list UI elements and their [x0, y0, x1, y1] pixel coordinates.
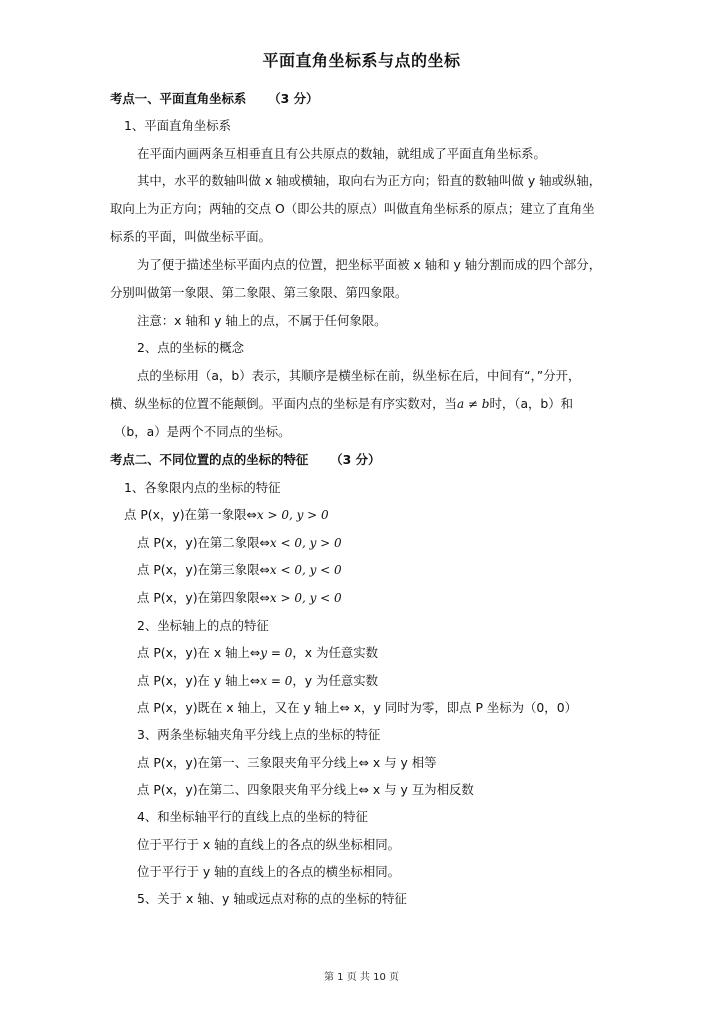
paragraph-line: 点 P(x，y)既在 x 轴上，又在 y 轴上⇔ x，y 同时为零，即点 P 坐标为（0，0）	[137, 700, 577, 715]
subheading: 1、各象限内点的坐标的特征	[124, 480, 281, 495]
formula-line: 点 P(x，y)在第一象限⇔x > 0, y > 0	[124, 507, 329, 522]
subheading: 3、两条坐标轴夹角平分线上点的坐标的特征	[137, 727, 381, 742]
subheading: 2、点的坐标的概念	[137, 340, 245, 355]
subheading: 5、关于 x 轴、y 轴或远点对称的点的坐标的特征	[137, 891, 407, 906]
paragraph-line: 取向上为正方向；两轴的交点 O（即公共的原点）叫做直角坐标系的原点；建立了直角坐	[110, 201, 595, 216]
subheading: 1、平面直角坐标系	[124, 118, 232, 133]
section-heading-1: 考点一、平面直角坐标系 （3 分）	[110, 91, 319, 106]
paragraph-line: 标系的平面，叫做坐标平面。	[110, 229, 272, 244]
formula-line: 点 P(x，y)在第三象限⇔x < 0, y < 0	[137, 562, 342, 577]
paragraph-line: 为了便于描述坐标平面内点的位置，把坐标平面被 x 轴和 y 轴分割而成的四个部分，	[137, 257, 602, 272]
paragraph-line: 点 P(x，y)在第一、三象限夹角平分线上⇔ x 与 y 相等	[137, 755, 437, 770]
paragraph-line: （b，a）是两个不同点的坐标。	[114, 424, 291, 439]
formula-line: 点 P(x，y)在第二象限⇔x < 0, y > 0	[137, 535, 342, 550]
paragraph-line: 位于平行于 x 轴的直线上的各点的纵坐标相同。	[137, 837, 401, 852]
paragraph-line: 点的坐标用（a，b）表示，其顺序是横坐标在前，纵坐标在后，中间有“，”分开，	[137, 368, 581, 383]
formula-line: 点 P(x，y)在 x 轴上⇔y = 0，x 为任意实数	[137, 645, 379, 660]
paragraph-line: 横、纵坐标的位置不能颠倒。平面内点的坐标是有序实数对，当a ≠ b时，（a，b）和	[110, 396, 574, 411]
paragraph-line: 其中，水平的数轴叫做 x 轴或横轴，取向右为正方向；铅直的数轴叫做 y 轴或纵轴，	[137, 173, 602, 188]
formula-line: 点 P(x，y)在 y 轴上⇔x = 0，y 为任意实数	[137, 673, 379, 688]
paragraph-line: 在平面内画两条互相垂直且有公共原点的数轴，就组成了平面直角坐标系。	[137, 146, 546, 161]
subheading: 2、坐标轴上的点的特征	[137, 618, 269, 633]
paragraph-line: 分别叫做第一象限、第二象限、第三象限、第四象限。	[110, 285, 408, 300]
note-line: 注意：x 轴和 y 轴上的点，不属于任何象限。	[137, 313, 387, 328]
paragraph-line: 位于平行于 y 轴的直线上的各点的横坐标相同。	[137, 864, 401, 879]
formula-line: 点 P(x，y)在第四象限⇔x > 0, y < 0	[137, 590, 342, 605]
section-heading-2: 考点二、不同位置的点的坐标的特征 （3 分）	[110, 452, 381, 467]
page-footer: 第 1 页 共 10 页	[324, 972, 399, 983]
page-title: 平面直角坐标系与点的坐标	[262, 51, 461, 70]
subheading: 4、和坐标轴平行的直线上点的坐标的特征	[137, 809, 368, 824]
paragraph-line: 点 P(x，y)在第二、四象限夹角平分线上⇔ x 与 y 互为相反数	[137, 782, 474, 797]
